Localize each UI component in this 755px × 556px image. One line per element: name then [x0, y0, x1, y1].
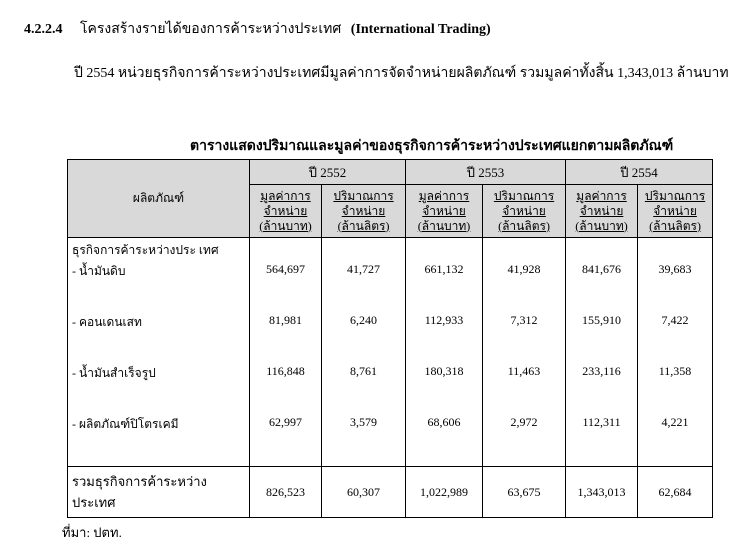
table-cell: 8,761: [322, 364, 406, 415]
category-label: ธุรกิจการค้าระหว่างประ เทศ: [68, 238, 250, 263]
value-header: มูลค่าการ จำหน่าย (ล้านบาท): [406, 185, 483, 238]
summary-paragraph: ปี 2554 หน่วยธุรกิจการค้าระหว่างประเทศมีมูลค่าการจัดจำหน่ายผลิตภัณฑ์ รวมมูลค่าทั้งสิ้น 1,343,013 ล้านบาท: [74, 66, 729, 81]
volume-header: ปริมาณการ จำหน่าย (ล้านลิตร): [483, 185, 566, 238]
value-header: มูลค่าการ จำหน่าย (ล้านบาท): [250, 185, 322, 238]
trading-table: [67, 159, 713, 518]
row-label: - ผลิตภัณฑ์ปิโตรเคมี: [68, 415, 250, 467]
section-title-thai: โครงสร้างรายได้ของการค้าระหว่างประเทศ: [80, 22, 342, 37]
source-note: ที่มา: ปตท.: [62, 525, 122, 540]
year-header-2552: ปี 2552: [250, 160, 406, 185]
table-cell: 7,422: [638, 313, 713, 364]
table-row: [68, 415, 713, 467]
table-cell: 564,697: [250, 262, 322, 313]
table-caption: ตารางแสดงปริมาณและมูลค่าของธุรกิจการค้าระหว่างประเทศแยกตามผลิตภัณฑ์: [190, 139, 674, 154]
table-cell: 3,579: [322, 415, 406, 467]
table-cell: 39,683: [638, 262, 713, 313]
section-heading: [24, 18, 491, 40]
table-cell: 7,312: [483, 313, 566, 364]
total-cell: 1,022,989: [406, 467, 483, 518]
total-cell: 63,675: [483, 467, 566, 518]
table-cell: 155,910: [566, 313, 638, 364]
total-cell: 62,684: [638, 467, 713, 518]
table-cell: 112,933: [406, 313, 483, 364]
table-cell: 62,997: [250, 415, 322, 467]
total-cell: 826,523: [250, 467, 322, 518]
table-cell: 2,972: [483, 415, 566, 467]
product-header: ผลิตภัณฑ์: [68, 160, 250, 238]
total-label: รวมธุรกิจการค้าระหว่างประเทศ: [68, 467, 250, 518]
section-number: 4.2.2.4: [24, 22, 63, 37]
table-cell: 180,318: [406, 364, 483, 415]
table-cell: 11,358: [638, 364, 713, 415]
volume-header: ปริมาณการ จำหน่าย (ล้านลิตร): [638, 185, 713, 238]
total-cell: 1,343,013: [566, 467, 638, 518]
total-row: [68, 467, 713, 518]
total-cell: 60,307: [322, 467, 406, 518]
row-label: - น้ำมันสำเร็จรูป: [68, 364, 250, 415]
table-cell: 41,928: [483, 262, 566, 313]
table-cell: 68,606: [406, 415, 483, 467]
table-cell: 233,116: [566, 364, 638, 415]
year-header-2553: ปี 2553: [406, 160, 566, 185]
table-cell: 11,463: [483, 364, 566, 415]
row-label: - น้ำมันดิบ: [68, 262, 250, 313]
table-cell: 41,727: [322, 262, 406, 313]
table-row: [68, 364, 713, 415]
value-header: มูลค่าการ จำหน่าย (ล้านบาท): [566, 185, 638, 238]
table-cell: 4,221: [638, 415, 713, 467]
year-header-2554: ปี 2554: [566, 160, 713, 185]
table-cell: 661,132: [406, 262, 483, 313]
table-row: [68, 313, 713, 364]
table-cell: 81,981: [250, 313, 322, 364]
table-cell: 116,848: [250, 364, 322, 415]
category-row: [68, 238, 713, 263]
volume-header: ปริมาณการ จำหน่าย (ล้านลิตร): [322, 185, 406, 238]
table-cell: 112,311: [566, 415, 638, 467]
table-row: [68, 262, 713, 313]
table-cell: 6,240: [322, 313, 406, 364]
section-title-english: (International Trading): [350, 22, 491, 37]
row-label: - คอนเดนเสท: [68, 313, 250, 364]
table-cell: 841,676: [566, 262, 638, 313]
